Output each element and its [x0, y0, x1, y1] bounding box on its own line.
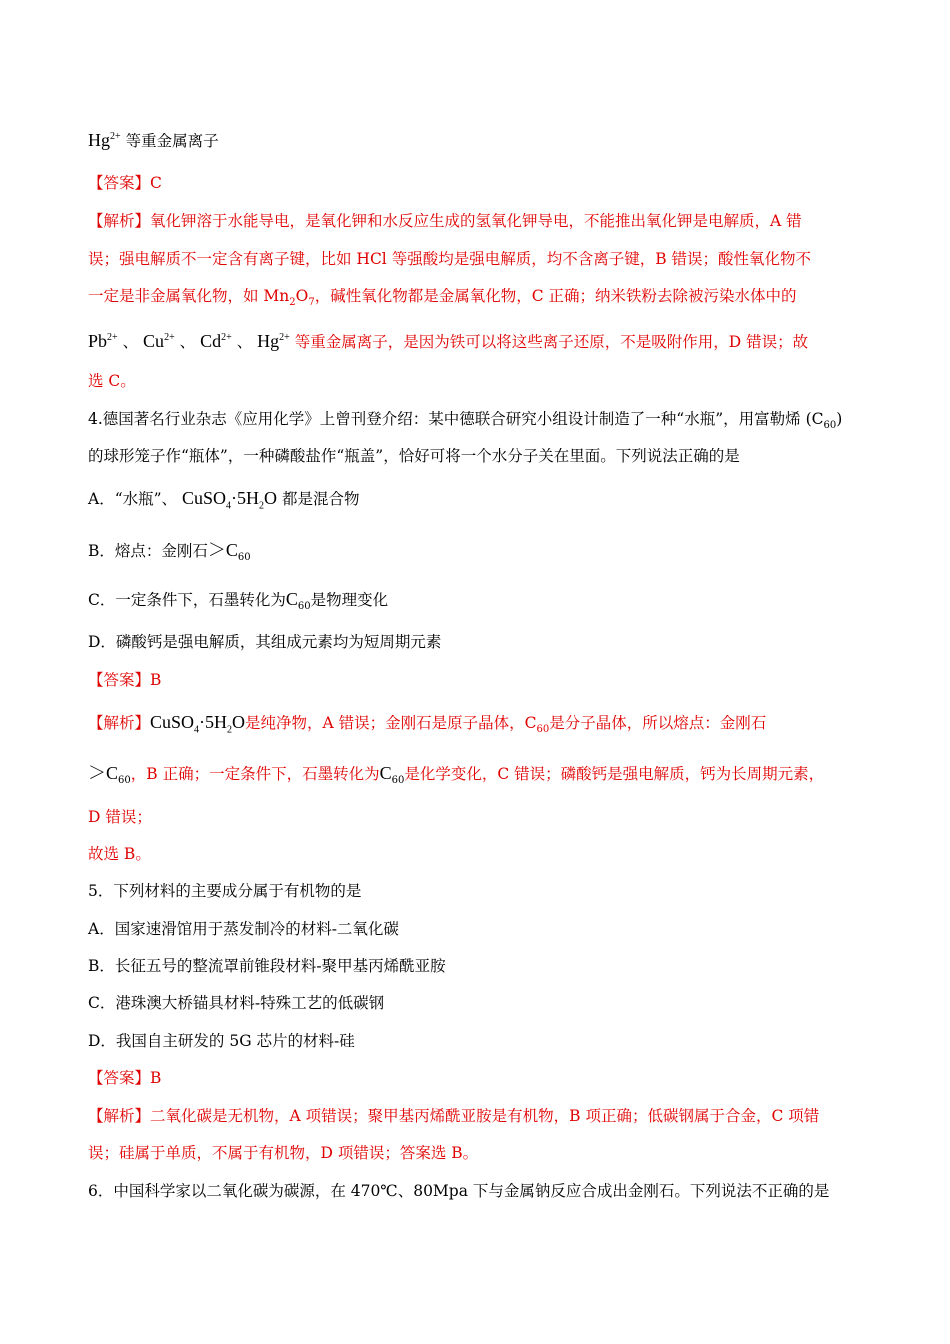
explanation-4-line-2: $>C_{60}$，B 正确；一定条件下，石墨转化为$C_{60}$是化学变化，C 错误；磷酸钙是强电解质，钙为长周期元素，: [88, 763, 825, 787]
hg-ion: $Hg^{2+}$: [88, 130, 121, 150]
pb-ion: $Pb^{2+}$: [88, 331, 118, 351]
question-5-option-a: A．国家速滑馆用于蒸发制冷的材料-二氧化碳: [88, 920, 399, 938]
question-4-stem-line-2: 的球形笼子作“瓶体”，一种磷酸盐作“瓶盖”，恰好可将一个水分子关在里面。下列说法正确的是: [88, 447, 740, 465]
question-5-stem: 5．下列材料的主要成分属于有机物的是: [88, 882, 362, 900]
explanation-3-line-4: $Pb^{2+}$ 、 $Cu^{2+}$ 、 $Cd^{2+}$ 、 $Hg^{2+}$ 等重金属离子，是因为铁可以将这些离子还原，不是吸附作用，D 错误；故: [88, 331, 809, 351]
explanation-label: 【解析】: [88, 212, 151, 230]
question-6-stem: 6．中国科学家以二氧化碳为碳源，在 470℃、80Mpa 下与金属钠反应合成出金刚石。下列说法不正确的是: [88, 1182, 830, 1200]
explanation-3-line-2: 误；强电解质不一定含有离子键，比如 HCl 等强酸均是强电解质，均不含离子键，B 错误；酸性氧化物不: [88, 250, 812, 268]
answer-label: 【答案】: [88, 174, 151, 192]
explanation-4-line-4: 故选 B。: [88, 845, 151, 863]
question-4-option-a: A．“水瓶”、 $CuSO_4\cdot 5H_2O$ 都是混合物: [88, 488, 360, 512]
question-4-option-c: C．一定条件下，石墨转化为$C_{60}$是物理变化: [88, 589, 389, 613]
explanation-4-line-3: D 错误；: [88, 808, 152, 826]
explanation-5-line-1: 【解析】二氧化碳是无机物，A 项错误；聚甲基丙烯酰亚胺是有机物，B 项正确；低碳钢属于合金，C 项错: [88, 1107, 820, 1125]
answer-4: 【答案】B: [88, 671, 162, 689]
answer-3: [88, 172, 162, 194]
answer-value: C: [150, 174, 162, 192]
question-4-option-d: D．磷酸钙是强电解质，其组成元素均为短周期元素: [88, 633, 442, 651]
cd-ion: $Cd^{2+}$: [200, 331, 232, 351]
explanation-5-line-2: 误；硅属于单质，不属于有机物，D 项错误；答案选 B。: [88, 1144, 479, 1162]
explanation-3-line-1: 【解析】氧化钾溶于水能导电，是氧化钾和水反应生成的氢氧化钾导电，不能推出氧化钾是电解质，A 错: [88, 212, 802, 230]
explanation-3-line-5: 选 C。: [88, 372, 136, 390]
cuso4-formula: $CuSO_4\cdot 5H_2O$: [181, 488, 277, 512]
continued-text: 等重金属离子: [125, 132, 219, 150]
explanation-3-line-3: 一定是非金属氧化物，如 $Mn_2O_7$，碱性氧化物都是金属氧化物，C 正确；纳米铁粉去除被污染水体中的: [88, 287, 797, 309]
hg-ion-2: $Hg^{2+}$: [257, 331, 290, 351]
question-4-stem-line-1: 4.德国著名行业杂志《应用化学》上曾刊登介绍：某中德联合研究小组设计制造了一种“水瓶”，用富勒烯 $(C_{60})$: [88, 410, 843, 432]
continued-ion-line: [88, 126, 219, 152]
question-5-option-b: B．长征五号的整流罩前锥段材料-聚甲基丙烯酰亚胺: [88, 957, 446, 975]
question-5-option-c: C．港珠澳大桥锚具材料-特殊工艺的低碳钢: [88, 994, 385, 1012]
answer-5: 【答案】B: [88, 1069, 162, 1087]
cu-ion: $Cu^{2+}$: [143, 331, 175, 351]
question-4-option-b: B．熔点：金刚石$>C_{60}$: [88, 540, 251, 564]
explanation-4-line-1: 【解析】$CuSO_4\cdot 5H_2O$是纯净物，A 错误；金刚石是原子晶体，$C_{60}$是分子晶体，所以熔点：金刚石: [88, 712, 767, 736]
question-5-option-d: D．我国自主研发的 5G 芯片的材料-硅: [88, 1032, 355, 1050]
